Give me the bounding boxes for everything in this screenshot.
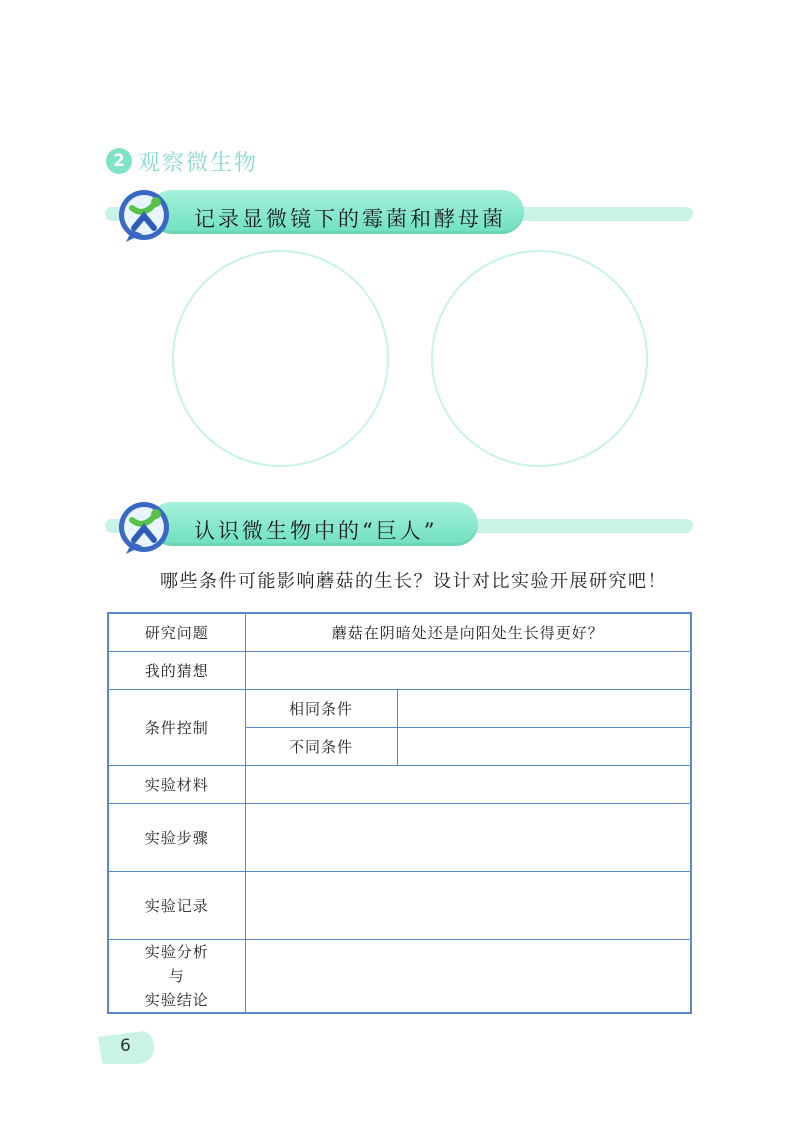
record-input-cell[interactable]	[245, 871, 691, 939]
different-condition-input-cell[interactable]	[397, 727, 691, 765]
row-label	[108, 939, 245, 1013]
table-row	[108, 765, 691, 803]
analysis-label-line2: 与	[168, 966, 185, 985]
table-row	[108, 689, 691, 727]
observation-circle-mold	[172, 250, 389, 467]
mascot-icon	[116, 500, 178, 558]
guess-input-cell[interactable]	[245, 651, 691, 689]
research-question-cell: 蘑菇在阴暗处还是向阳处生长得更好？	[245, 613, 691, 651]
banner-title: 记录显微镜下的霉菌和酵母菌	[194, 207, 506, 231]
banner-title: 认识微生物中的“巨人”	[194, 519, 438, 543]
section-title: 观察微生物	[138, 151, 259, 176]
analysis-label-line3: 实验结论	[144, 990, 209, 1009]
steps-input-cell[interactable]	[245, 803, 691, 871]
table-row	[108, 939, 691, 1013]
analysis-label-line1: 实验分析	[144, 942, 209, 961]
analysis-input-cell[interactable]	[245, 939, 691, 1013]
table-row	[108, 871, 691, 939]
observation-circle-yeast	[431, 250, 648, 467]
row-label: 实验步骤	[108, 803, 245, 871]
row-label: 实验记录	[108, 871, 245, 939]
same-condition-input-cell[interactable]	[397, 689, 691, 727]
section-number-badge: 2	[106, 148, 132, 174]
table-row	[108, 613, 691, 651]
table-row	[108, 651, 691, 689]
page-number: 6	[120, 1036, 131, 1056]
activity-prompt: 哪些条件可能影响蘑菇的生长？设计对比实验开展研究吧！	[160, 571, 667, 592]
row-label: 条件控制	[108, 689, 245, 765]
mascot-icon	[116, 188, 178, 246]
materials-input-cell[interactable]	[245, 765, 691, 803]
row-label: 研究问题	[108, 613, 245, 651]
experiment-design-table	[107, 612, 692, 1014]
row-label: 我的猜想	[108, 651, 245, 689]
sub-label: 相同条件	[245, 689, 397, 727]
table-row	[108, 803, 691, 871]
row-label: 实验材料	[108, 765, 245, 803]
sub-label: 不同条件	[245, 727, 397, 765]
